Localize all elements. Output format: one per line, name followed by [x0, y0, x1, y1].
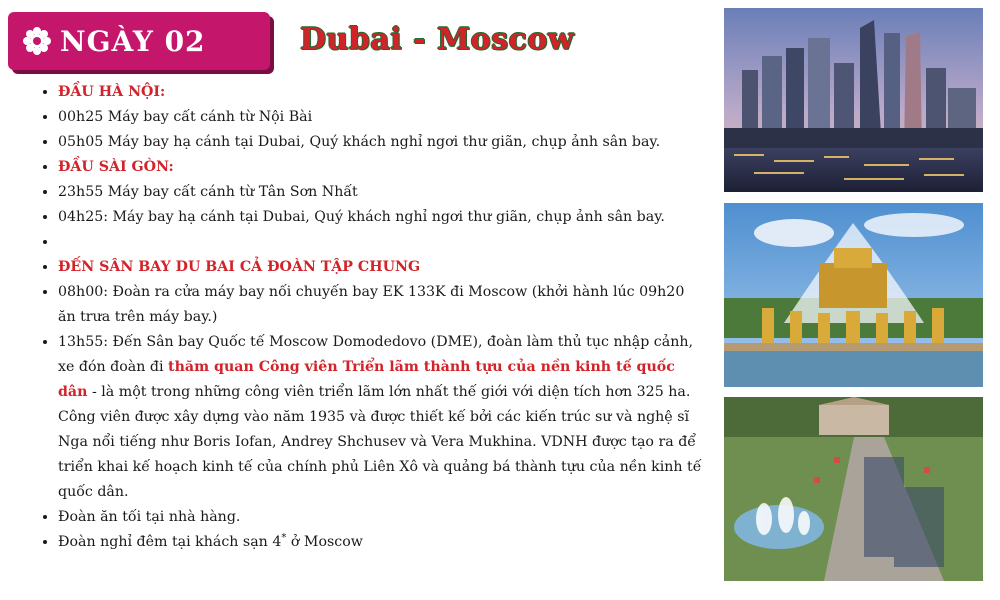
route-title: Dubai - Moscow: [300, 22, 575, 57]
hotel-item-prefix: Đoàn nghỉ đêm tại khách sạn 4: [58, 534, 282, 550]
saigon-arrival: 04h25: Máy bay hạ cánh tại Dubai, Quý khách nghỉ ngơi thư giãn, chụp ảnh sân bay.: [58, 209, 665, 225]
list-item: [58, 155, 704, 180]
saigon-departure: 23h55 Máy bay cất cánh từ Tân Sơn Nhất: [58, 184, 358, 200]
list-item: [58, 180, 704, 205]
fountain-photo: [724, 203, 983, 387]
day-label: NGÀY 02: [60, 24, 206, 58]
itinerary-list: [34, 80, 704, 555]
list-item: [58, 105, 704, 130]
park-highlight: thăm quan Công viên Triển lãm thành tựu của nền kinh tế quốc dân: [58, 359, 675, 400]
hotel-item-suffix: ở Moscow: [286, 534, 363, 550]
list-item: [58, 530, 704, 555]
meet-heading: ĐẾN SÂN BAY DU BAI CẢ ĐOÀN TẬP CHUNG: [58, 259, 421, 275]
dinner-item: Đoàn ăn tối tại nhà hàng.: [58, 509, 241, 525]
list-item: [58, 80, 704, 105]
list-item: [58, 130, 704, 155]
vdnh-park-photo: [724, 397, 983, 581]
list-item-empty: [58, 230, 704, 255]
list-item: [58, 505, 704, 530]
list-item: [58, 330, 704, 505]
list-item: [58, 255, 704, 280]
arrival-text-2: - là một trong những công viên triển lãm lớn nhất thế giới với diện tích hơn 325 ha. Công viên được xây dựng vào năm 1935 và được thiết kế bởi các kiến trúc sư và nghệ sĩ Nga nổi tiếng như Boris Iofan, Andrey Shchusev và Vera Mukhina. VDNH được tạo ra để triển khai kế hoạch kinh tế của chính phủ Liên Xô và quảng bá thành tựu của nền kinh tế quốc dân.: [58, 384, 702, 500]
list-item: [58, 280, 704, 330]
moscow-skyline-photo: [724, 8, 983, 192]
transfer-flight: 08h00: Đoàn ra cửa máy bay nối chuyến bay EK 133K đi Moscow (khởi hành lúc 09h20 ăn trưa trên máy bay.): [58, 284, 685, 325]
hanoi-heading: ĐẦU HÀ NỘI:: [58, 84, 166, 100]
hanoi-departure: 00h25 Máy bay cất cánh từ Nội Bài: [58, 109, 313, 125]
hanoi-arrival: 05h05 Máy bay hạ cánh tại Dubai, Quý khách nghỉ ngơi thư giãn, chụp ảnh sân bay.: [58, 134, 661, 150]
list-item: [58, 205, 704, 230]
saigon-heading: ĐẦU SÀI GÒN:: [58, 159, 174, 175]
flower-burst-icon: [22, 26, 52, 56]
hotel-star: *: [281, 532, 287, 544]
day-badge: [8, 12, 270, 70]
arrival-text-1: 13h55: Đến Sân bay Quốc tế Moscow Domodedovo (DME), đoàn làm thủ tục nhập cảnh, xe đón đoàn đi: [58, 334, 693, 375]
